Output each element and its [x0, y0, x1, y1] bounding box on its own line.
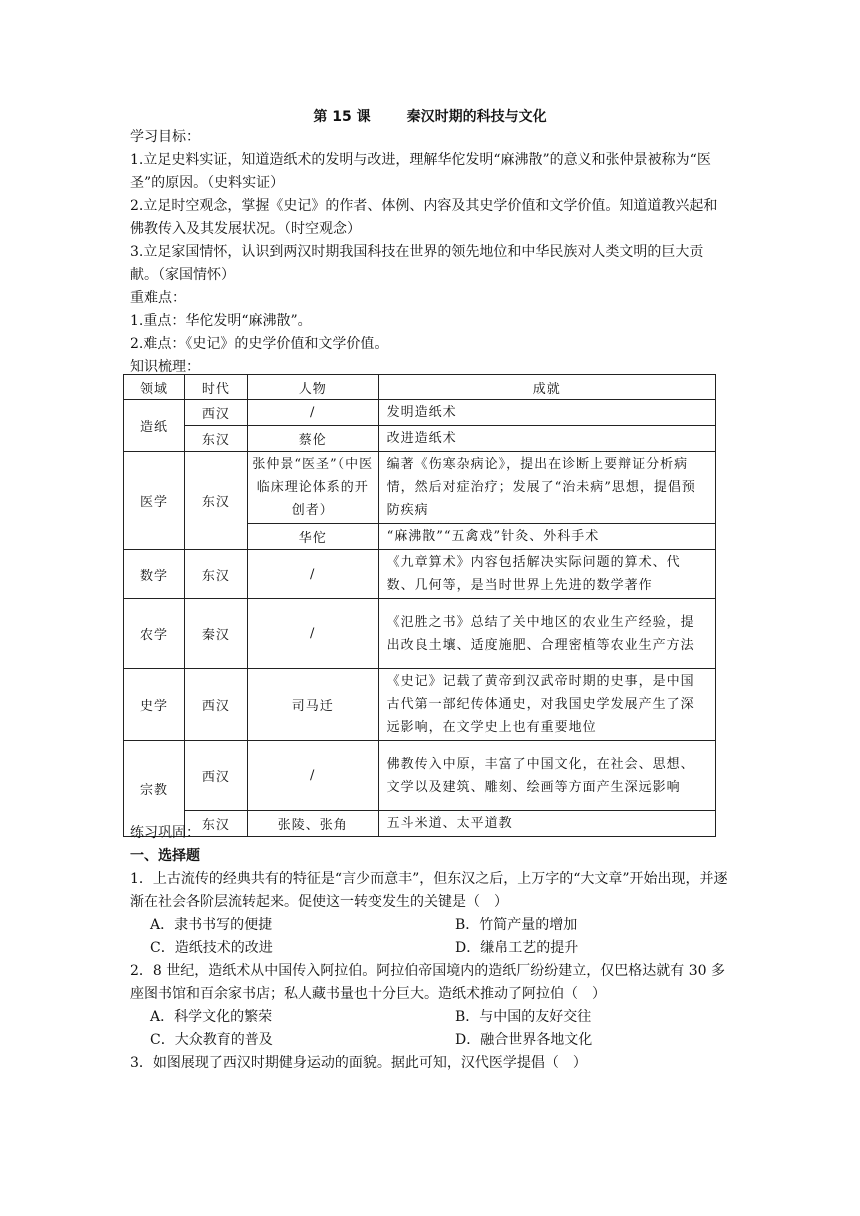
achievement-cell: 五斗米道、太平道教	[378, 811, 715, 837]
person-cell: /	[247, 550, 378, 599]
header-achievement: 成就	[378, 375, 715, 400]
era-cell: 秦汉	[184, 599, 247, 669]
achievement-cell: 改进造纸术	[378, 426, 715, 452]
page-title	[0, 106, 860, 126]
era-cell: 东汉	[184, 452, 247, 550]
table-row	[124, 599, 716, 669]
practice-heading: 练习巩固：	[130, 825, 200, 841]
achievement-cell: 《九章算术》内容包括解决实际问题的算术、代数、几何等，是当时世界上先进的数学著作	[378, 550, 715, 599]
intro-section	[130, 126, 730, 379]
question-1-options-row	[130, 914, 730, 937]
field-cell: 史学	[124, 669, 185, 741]
option-b: B．竹简产量的增加	[455, 917, 578, 933]
era-cell: 东汉	[184, 550, 247, 599]
person-cell: 张陵、张角	[247, 811, 378, 837]
goal-3: 3.立足家国情怀，认识到两汉时期我国科技在世界的领先地位和中华民族对人类文明的巨大贡献。（家国情怀）	[130, 244, 704, 283]
table-header-row	[124, 375, 716, 400]
lesson-topic: 秦汉时期的科技与文化	[406, 109, 547, 125]
table-row	[124, 400, 716, 426]
option-c: C．造纸技术的改进	[150, 940, 273, 956]
achievement-cell: 编著《伤寒杂病论》，提出在诊断上要辩证分析病情，然后对症治疗；发展了“治未病”思想，提倡预防疾病	[378, 452, 715, 524]
question-2-options-row	[130, 1029, 730, 1052]
person-cell: /	[247, 400, 378, 426]
lesson-number: 第 15 课	[313, 109, 371, 125]
achievement-cell: 发明造纸术	[378, 400, 715, 426]
person-cell: /	[247, 599, 378, 669]
goal-2: 2.立足时空观念，掌握《史记》的作者、体例、内容及其史学价值和文学价值。知道道教兴起和佛教传入及其发展状况。（时空观念）	[130, 198, 718, 237]
field-cell: 农学	[124, 599, 185, 669]
option-d: D．缣帛工艺的提升	[455, 940, 579, 956]
key-point-1: 1.重点：华佗发明“麻沸散”。	[130, 313, 312, 329]
key-point-2: 2.难点：《史记》的史学价值和文学价值。	[130, 336, 389, 352]
table-row	[124, 741, 716, 811]
question-1-options-row	[130, 937, 730, 960]
era-cell: 东汉	[184, 426, 247, 452]
era-cell: 西汉	[184, 741, 247, 811]
option-d: D．融合世界各地文化	[455, 1032, 593, 1048]
table-heading: 知识梳理：	[130, 359, 200, 375]
person-cell: 张仲景“医圣”（中医临床理论体系的开创者）	[247, 452, 378, 524]
achievement-cell: “麻沸散”“五禽戏”针灸、外科手术	[378, 524, 715, 550]
field-cell: 宗教	[124, 741, 185, 837]
achievement-cell: 《史记》记载了黄帝到汉武帝时期的史事，是中国古代第一部纪传体通史，对我国史学发展产生了深远影响，在文学史上也有重要地位	[378, 669, 715, 741]
table-row	[124, 426, 716, 452]
person-cell: 华佗	[247, 524, 378, 550]
person-cell: 蔡伦	[247, 426, 378, 452]
key-heading: 重难点：	[130, 290, 186, 306]
header-field: 领域	[124, 375, 185, 400]
question-2-options-row	[130, 1006, 730, 1029]
era-cell: 西汉	[184, 400, 247, 426]
goal-1: 1.立足史料实证，知道造纸术的发明与改进，理解华佗发明“麻沸散”的意义和张仲景被称为“医圣”的原因。（史料实证）	[130, 152, 711, 191]
option-a: A．隶书书写的便捷	[150, 917, 273, 933]
option-a: A．科学文化的繁荣	[150, 1009, 273, 1025]
option-b: B．与中国的友好交往	[455, 1009, 592, 1025]
field-cell: 造纸	[124, 400, 185, 452]
table-row	[124, 452, 716, 524]
field-cell: 医学	[124, 452, 185, 550]
era-cell: 东汉	[184, 811, 247, 837]
table-row	[124, 550, 716, 599]
header-era: 时代	[184, 375, 247, 400]
question-2-stem: 2．8 世纪，造纸术从中国传入阿拉伯。阿拉伯帝国境内的造纸厂纷纷建立，仅巴格达就有 30 多座图书馆和百余家书店；私人藏书量也十分巨大。造纸术推动了阿拉伯（ ）	[130, 963, 725, 1002]
person-cell: 司马迁	[247, 669, 378, 741]
section-heading: 一、选择题	[130, 848, 200, 864]
header-person: 人物	[247, 375, 378, 400]
field-cell: 数学	[124, 550, 185, 599]
table-row	[124, 669, 716, 741]
goals-heading: 学习目标：	[130, 129, 200, 145]
era-cell: 西汉	[184, 669, 247, 741]
practice-section	[130, 822, 730, 1075]
question-1-stem: 1．上古流传的经典共有的特征是“言少而意丰”，但东汉之后，上万字的“大文章”开始出现，并逐渐在社会各阶层流转起来。促使这一转变发生的关键是（ ）	[130, 871, 728, 910]
achievement-cell: 《氾胜之书》总结了关中地区的农业生产经验，提出改良土壤、适度施肥、合理密植等农业生产方法	[378, 599, 715, 669]
question-3-stem: 3．如图展现了西汉时期健身运动的面貌。据此可知，汉代医学提倡（ ）	[130, 1055, 587, 1071]
knowledge-table	[123, 374, 716, 837]
achievement-cell: 佛教传入中原，丰富了中国文化，在社会、思想、文学以及建筑、雕刻、绘画等方面产生深远影响	[378, 741, 715, 811]
person-cell: /	[247, 741, 378, 811]
option-c: C．大众教育的普及	[150, 1032, 273, 1048]
